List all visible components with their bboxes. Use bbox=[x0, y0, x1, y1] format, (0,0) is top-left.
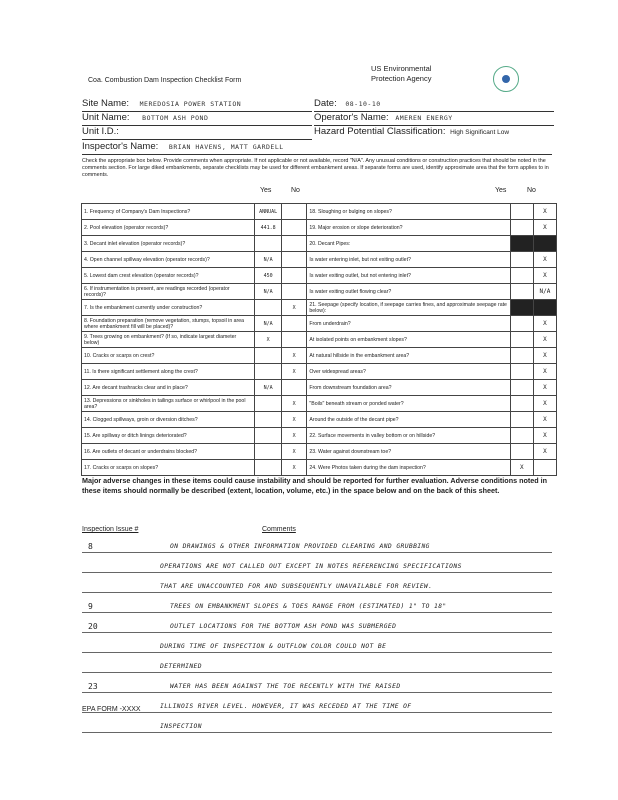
form-title: Coa. Combustion Dam Inspection Checklist Form bbox=[88, 77, 242, 84]
no-answer-right[interactable]: X bbox=[533, 364, 556, 380]
hazard-row bbox=[314, 126, 554, 140]
checklist-question-right: 20. Decant Pipes: bbox=[307, 236, 510, 252]
checklist-question-left: 17. Cracks or scarps on slopes? bbox=[82, 460, 255, 476]
yes-answer-right[interactable] bbox=[510, 300, 533, 316]
checklist-question-right: 18. Sloughing or bulging on slopes? bbox=[307, 204, 510, 220]
issue-column-header: Inspection Issue # bbox=[82, 526, 139, 533]
no-answer-left[interactable]: X bbox=[281, 428, 306, 444]
yes-answer-left[interactable] bbox=[255, 236, 282, 252]
no-answer-right[interactable]: X bbox=[533, 332, 556, 348]
unit-name-row bbox=[82, 112, 312, 126]
comment-text-line: DETERMINED bbox=[160, 663, 202, 670]
yes-answer-right[interactable] bbox=[510, 380, 533, 396]
yes-answer-right[interactable] bbox=[510, 204, 533, 220]
comment-text-line: DURING TIME OF INSPECTION & OUTFLOW COLOR COULD NOT BE bbox=[160, 643, 387, 650]
no-answer-left[interactable] bbox=[281, 380, 306, 396]
yes-answer-right[interactable] bbox=[510, 364, 533, 380]
no-answer-left[interactable]: X bbox=[281, 412, 306, 428]
yes-answer-left[interactable] bbox=[255, 412, 282, 428]
no-answer-right[interactable]: X bbox=[533, 268, 556, 284]
checklist-question-left: 5. Lowest dam crest elevation (operator records)? bbox=[82, 268, 255, 284]
operator-row bbox=[314, 112, 554, 126]
agency-line-1: US Environmental bbox=[371, 64, 432, 73]
no-answer-left[interactable]: X bbox=[281, 348, 306, 364]
checklist-question-right: At natural hillside in the embankment area? bbox=[307, 348, 510, 364]
yes-answer-left[interactable] bbox=[255, 348, 282, 364]
checklist-question-left: 16. Are outlets of decant or underdrains blocked? bbox=[82, 444, 255, 460]
operator-label: Operator's Name: bbox=[314, 112, 389, 123]
yes-answer-left[interactable]: ANNUAL bbox=[255, 204, 282, 220]
inspector-row bbox=[82, 141, 552, 155]
yes-answer-left[interactable] bbox=[255, 396, 282, 412]
checklist-row bbox=[82, 268, 557, 284]
date-label: Date: bbox=[314, 98, 337, 109]
checklist-question-right: Is water exiting outlet flowing clear? bbox=[307, 284, 510, 300]
checklist-question-right: From underdrain? bbox=[307, 316, 510, 332]
checklist-question-left: 3. Decant inlet elevation (operator records)? bbox=[82, 236, 255, 252]
no-answer-right[interactable] bbox=[533, 460, 556, 476]
checklist-question-right: 23. Water against downstream toe? bbox=[307, 444, 510, 460]
yes-answer-left[interactable]: N/A bbox=[255, 316, 282, 332]
yes-answer-right[interactable]: X bbox=[510, 460, 533, 476]
yes-answer-right[interactable] bbox=[510, 252, 533, 268]
checklist-row bbox=[82, 380, 557, 396]
checklist-row bbox=[82, 348, 557, 364]
instructions-text: Check the appropriate box below. Provide comments when appropriate. If not applicable or not available, record "N/A". Any unusual conditions or construction practices that should be noted in the comments section. For large diked embankments, separate checklists may be used for different embankment areas. If separate forms are used, identify approximate area that the form applies to in comments. bbox=[82, 158, 549, 178]
comment-text-line: OPERATIONS ARE NOT CALLED OUT EXCEPT IN NOTES REFERENCING SPECIFICATIONS bbox=[160, 563, 462, 570]
comment-issue-number: 20 bbox=[88, 622, 98, 631]
no-answer-right[interactable]: X bbox=[533, 396, 556, 412]
yes-answer-left[interactable] bbox=[255, 428, 282, 444]
yes-answer-left[interactable]: 450 bbox=[255, 268, 282, 284]
checklist-row bbox=[82, 236, 557, 252]
site-name-label: Site Name: bbox=[82, 98, 129, 109]
yes-answer-left[interactable]: N/A bbox=[255, 252, 282, 268]
checklist-row bbox=[82, 220, 557, 236]
checklist-row bbox=[82, 428, 557, 444]
hazard-label: Hazard Potential Classification: bbox=[314, 126, 446, 137]
comment-rule bbox=[82, 712, 552, 713]
checklist-question-left: 8. Foundation preparation (remove vegetation, stumps, topsoil in area where embankment fill will be placed)? bbox=[82, 316, 255, 332]
checklist-question-right: Is water exiting outlet, but not entering inlet? bbox=[307, 268, 510, 284]
checklist-question-left: 9. Trees growing on embankment? (If so, indicate largest diameter below) bbox=[82, 332, 255, 348]
no-answer-left[interactable]: X bbox=[281, 364, 306, 380]
site-name-row bbox=[82, 98, 312, 112]
no-answer-right[interactable]: X bbox=[533, 204, 556, 220]
yes-answer-left[interactable]: N/A bbox=[255, 284, 282, 300]
yes-answer-left[interactable]: N/A bbox=[255, 380, 282, 396]
yes-answer-right[interactable] bbox=[510, 284, 533, 300]
comment-rule bbox=[82, 672, 552, 673]
checklist-question-left: 15. Are spillway or ditch linings deteriorated? bbox=[82, 428, 255, 444]
yes-answer-left[interactable] bbox=[255, 364, 282, 380]
comment-text-line: TREES ON EMBANKMENT SLOPES & TOES RANGE FROM (ESTIMATED) 1" TO 18" bbox=[170, 603, 447, 610]
checklist-question-right: "Boils" beneath stream or ponded water? bbox=[307, 396, 510, 412]
yes-answer-right[interactable] bbox=[510, 268, 533, 284]
comment-rule bbox=[82, 632, 552, 633]
checklist-row bbox=[82, 444, 557, 460]
yes-answer-right[interactable] bbox=[510, 236, 533, 252]
comment-rule bbox=[82, 652, 552, 653]
no-answer-right[interactable]: X bbox=[533, 444, 556, 460]
checklist-row bbox=[82, 332, 557, 348]
checklist-row bbox=[82, 460, 557, 476]
no-answer-right[interactable]: X bbox=[533, 348, 556, 364]
checklist-question-right: At isolated points on embankment slopes? bbox=[307, 332, 510, 348]
no-answer-right[interactable]: X bbox=[533, 252, 556, 268]
operator-value[interactable]: AMEREN ENERGY bbox=[395, 114, 453, 122]
hazard-options[interactable]: High Significant Low bbox=[450, 129, 510, 136]
comments-column-header: Comments bbox=[262, 526, 296, 533]
comment-text-line: OUTLET LOCATIONS FOR THE BOTTOM ASH POND WAS SUBMERGED bbox=[170, 623, 397, 630]
no-answer-left[interactable] bbox=[281, 204, 306, 220]
no-answer-left[interactable]: X bbox=[281, 460, 306, 476]
yes-answer-left[interactable]: 441.8 bbox=[255, 220, 282, 236]
comment-issue-number: 23 bbox=[88, 682, 98, 691]
no-header-left: No bbox=[291, 187, 300, 194]
no-answer-left[interactable] bbox=[281, 316, 306, 332]
no-answer-left[interactable] bbox=[281, 220, 306, 236]
checklist-question-left: 7. Is the embankment currently under construction? bbox=[82, 300, 255, 316]
site-name-value[interactable]: MEREDOSIA POWER STATION bbox=[139, 100, 242, 108]
checklist-question-left: 11. Is there significant settlement along the crest? bbox=[82, 364, 255, 380]
no-answer-left[interactable]: X bbox=[281, 444, 306, 460]
checklist-row bbox=[82, 204, 557, 220]
date-value[interactable]: 08-10-10 bbox=[345, 100, 381, 108]
agency-name bbox=[371, 64, 481, 84]
checklist-row bbox=[82, 284, 557, 300]
checklist-question-left: 13. Depressions or sinkholes in tailings surface or whirlpool in the pool area? bbox=[82, 396, 255, 412]
checklist-question-right: Around the outside of the decant pipe? bbox=[307, 412, 510, 428]
no-answer-left[interactable]: X bbox=[281, 300, 306, 316]
checklist-row bbox=[82, 300, 557, 316]
no-answer-left[interactable] bbox=[281, 236, 306, 252]
checklist-row bbox=[82, 412, 557, 428]
unit-id-row bbox=[82, 126, 312, 140]
yes-answer-right[interactable] bbox=[510, 428, 533, 444]
checklist-question-left: 10. Cracks or scarps on crest? bbox=[82, 348, 255, 364]
no-answer-right[interactable] bbox=[533, 300, 556, 316]
yes-answer-left[interactable]: X bbox=[255, 332, 282, 348]
checklist-row bbox=[82, 316, 557, 332]
checklist-question-right: 22. Surface movements in valley bottom or on hillside? bbox=[307, 428, 510, 444]
checklist-question-left: 12. Are decant trashracks clear and in place? bbox=[82, 380, 255, 396]
no-answer-right[interactable]: X bbox=[533, 428, 556, 444]
comment-rule bbox=[82, 592, 552, 593]
checklist-row bbox=[82, 396, 557, 412]
form-number: EPA FORM -XXXX bbox=[82, 706, 141, 713]
checklist-row bbox=[82, 252, 557, 268]
checklist-question-left: 1. Frequency of Company's Dam Inspections? bbox=[82, 204, 255, 220]
comment-text-line: ON DRAWINGS & OTHER INFORMATION PROVIDED CLEARING AND GRUBBING bbox=[170, 543, 430, 550]
checklist-question-right: 21. Seepage (specify location, if seepage carries fines, and approximate seepage rate below): bbox=[307, 300, 510, 316]
agency-line-2: Protection Agency bbox=[371, 74, 432, 83]
no-answer-right[interactable]: X bbox=[533, 380, 556, 396]
checklist-question-left: 4. Open channel spillway elevation (operator records)? bbox=[82, 252, 255, 268]
no-answer-right[interactable]: X bbox=[533, 412, 556, 428]
checklist-question-right: 24. Were Photos taken during the dam inspection? bbox=[307, 460, 510, 476]
comment-text-line: ILLINOIS RIVER LEVEL. HOWEVER, IT WAS RECEDED AT THE TIME OF bbox=[160, 703, 412, 710]
no-header-right: No bbox=[527, 187, 536, 194]
no-answer-left[interactable] bbox=[281, 252, 306, 268]
checklist-question-left: 6. If instrumentation is present, are readings recorded (operator records)? bbox=[82, 284, 255, 300]
no-answer-right[interactable]: X bbox=[533, 220, 556, 236]
comment-text-line: INSPECTION bbox=[160, 723, 202, 730]
checklist-row bbox=[82, 364, 557, 380]
yes-answer-right[interactable] bbox=[510, 444, 533, 460]
yes-answer-right[interactable] bbox=[510, 412, 533, 428]
checklist-question-right: Is water entering inlet, but not exiting outlet? bbox=[307, 252, 510, 268]
checklist-question-left: 2. Pool elevation (operator records)? bbox=[82, 220, 255, 236]
checklist-question-right: Over widespread areas? bbox=[307, 364, 510, 380]
comment-issue-number: 8 bbox=[88, 542, 93, 551]
inspector-label: Inspector's Name: bbox=[82, 141, 159, 152]
checklist-question-right: From downstream foundation area? bbox=[307, 380, 510, 396]
comment-text-line: THAT ARE UNACCOUNTED FOR AND SUBSEQUENTLY UNAVAILABLE FOR REVIEW. bbox=[160, 583, 433, 590]
date-row bbox=[314, 98, 554, 112]
warning-text: Major adverse changes in these items could cause instability and should be reported for further evaluation. Adverse conditions noted in these items should normally be described (extent, location, volume, etc.) in the space below and on the back of this sheet. bbox=[82, 476, 548, 495]
no-answer-right[interactable]: N/A bbox=[533, 284, 556, 300]
unit-name-label: Unit Name: bbox=[82, 112, 130, 123]
checklist-question-right: 19. Major erosion or slope deterioration? bbox=[307, 220, 510, 236]
epa-logo-icon bbox=[493, 66, 519, 92]
yes-answer-right[interactable] bbox=[510, 316, 533, 332]
no-answer-right[interactable] bbox=[533, 236, 556, 252]
yes-header-left: Yes bbox=[260, 187, 272, 194]
comment-rule bbox=[82, 572, 552, 573]
yes-answer-left[interactable] bbox=[255, 460, 282, 476]
no-answer-right[interactable]: X bbox=[533, 316, 556, 332]
yes-header-right: Yes bbox=[495, 187, 507, 194]
unit-name-value[interactable]: BOTTOM ASH POND bbox=[142, 114, 209, 122]
yes-answer-left[interactable] bbox=[255, 300, 282, 316]
comment-text-line: WATER HAS BEEN AGAINST THE TOE RECENTLY WITH THE RAISED bbox=[170, 683, 401, 690]
yes-answer-right[interactable] bbox=[510, 220, 533, 236]
no-answer-left[interactable] bbox=[281, 332, 306, 348]
comment-rule bbox=[82, 552, 552, 553]
yes-answer-right[interactable] bbox=[510, 396, 533, 412]
comment-rule bbox=[82, 692, 552, 693]
no-answer-left[interactable]: X bbox=[281, 396, 306, 412]
no-answer-left[interactable] bbox=[281, 284, 306, 300]
yes-answer-right[interactable] bbox=[510, 332, 533, 348]
comment-rule bbox=[82, 732, 552, 733]
no-answer-left[interactable] bbox=[281, 268, 306, 284]
unit-id-label: Unit I.D.: bbox=[82, 126, 119, 137]
yes-answer-left[interactable] bbox=[255, 444, 282, 460]
checklist-table bbox=[81, 203, 557, 476]
inspector-value[interactable]: BRIAN HAVENS, MATT GARDELL bbox=[168, 143, 284, 151]
checklist-question-left: 14. Clogged spillways, groin or diversion ditches? bbox=[82, 412, 255, 428]
comment-issue-number: 9 bbox=[88, 602, 93, 611]
comment-rule bbox=[82, 612, 552, 613]
yes-answer-right[interactable] bbox=[510, 348, 533, 364]
